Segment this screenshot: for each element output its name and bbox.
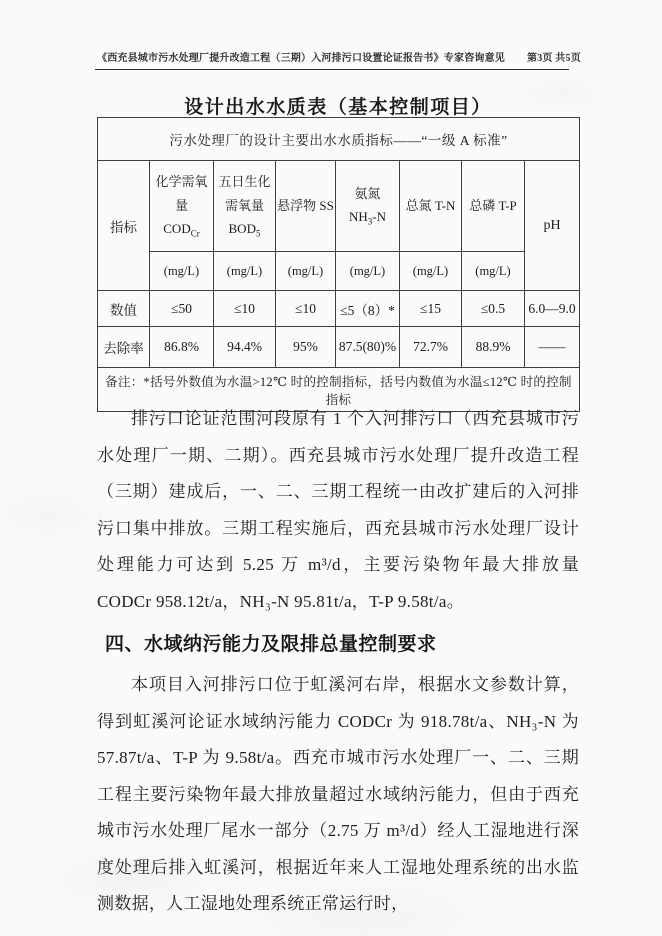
values-row-label: 数值 xyxy=(98,291,150,327)
table-header-row xyxy=(98,161,580,252)
removal-ss: 95% xyxy=(276,327,336,368)
paragraph-1: 排污口论证范围河段原有 1 个入河排污口（西充县城市污水处理厂一期、二期）。西充县城市污水处理厂提升改造工程（三期）建成后，一、二、三期工程统一由改扩建后的入河排污口集中排放。三期工程实施后，西充县城市污水处理厂设计处理能力可达到 5.25 万 m³/d，主要污染物年最大排放量 CODCr 958.12t/a，NH₃-N 95.81t/a，T-P 9.58t/a。 xyxy=(97,409,579,611)
table-note: 备注：*括号外数值为水温>12℃ 时的控制指标，括号内数值为水温≤12℃ 时的控制指标 xyxy=(98,368,580,412)
col-header-bod-name2: 需氧量 xyxy=(224,197,264,213)
unit-bod: (mg/L) xyxy=(214,252,276,291)
value-cod: ≤50 xyxy=(150,291,214,327)
removal-row-label: 去除率 xyxy=(98,327,150,368)
value-tn: ≤15 xyxy=(400,291,462,327)
header-page-number: 第3页 共5页 xyxy=(527,53,581,64)
col-header-index: 指标 xyxy=(98,161,150,291)
unit-tp: (mg/L) xyxy=(462,252,525,291)
body-content xyxy=(97,401,579,923)
col-header-nh3n xyxy=(336,161,400,252)
section-heading: 四、水域纳污能力及限排总量控制要求 xyxy=(105,634,437,655)
table-span-header: 污水处理厂的设计主要出水水质指标——“一级 A 标准” xyxy=(98,118,580,161)
col-header-nh3n-formula: $NH_3-N$ xyxy=(349,209,386,227)
unit-tn: (mg/L) xyxy=(400,252,462,291)
col-header-ss xyxy=(276,161,336,252)
col-header-tn-name: 总氮 T-N xyxy=(405,198,456,214)
col-header-tp xyxy=(462,161,525,252)
value-nh3n: ≤5（8）* xyxy=(336,291,400,327)
removal-ph: —— xyxy=(525,327,580,368)
col-header-bod-formula: $BOD_5$ xyxy=(228,221,261,239)
col-header-cod-formula: $COD_{Cr}$ xyxy=(163,221,200,239)
header-doc-title: 《西充县城市污水处理厂提升改造工程（三期）入河排污口设置论证报告书》专家咨询意见 xyxy=(97,53,505,64)
removal-cod: 86.8% xyxy=(150,327,214,368)
unit-ss: (mg/L) xyxy=(276,252,336,291)
value-ph: 6.0—9.0 xyxy=(525,291,580,327)
table-span-header-row xyxy=(98,118,580,161)
col-header-tp-name: 总磷 T-P xyxy=(469,198,517,214)
removal-bod: 94.4% xyxy=(214,327,276,368)
col-header-ss-name: 悬浮物 SS xyxy=(277,198,334,214)
col-header-bod xyxy=(214,161,276,252)
col-header-bod-name1: 五日生化 xyxy=(218,174,271,190)
table-removal-row xyxy=(98,327,580,368)
table-values-row xyxy=(98,291,580,327)
col-header-tn xyxy=(400,161,462,252)
table-units-row xyxy=(98,252,580,291)
unit-cod: (mg/L) xyxy=(150,252,214,291)
col-header-nh3n-name: 氨氮 xyxy=(354,185,381,201)
water-quality-table xyxy=(97,117,580,412)
col-header-cod xyxy=(150,161,214,252)
header-divider xyxy=(95,69,569,70)
removal-tp: 88.9% xyxy=(462,327,525,368)
paragraph-2: 本项目入河排污口位于虹溪河右岸，根据水文参数计算，得到虹溪河论证水域纳污能力 CODCr 为 918.78t/a、NH₃-N 为 57.87t/a、T-P 为 9.58t/a。西充市城市污水处理厂一、二、三期工程主要污染物年最大排放量超过水域纳污能力，但由于西充城市污水处理厂尾水一部分（2.75 万 m³/d）经人工湿地进行深度处理后排入虹溪河，根据近年来人工湿地处理系统的出水监测数据，人工湿地处理系统正常运行时， xyxy=(97,675,579,913)
col-header-cod-name: 化学需氧量 xyxy=(155,174,208,213)
removal-tn: 72.7% xyxy=(400,327,462,368)
removal-nh3n: 87.5(80)% xyxy=(336,327,400,368)
page-header xyxy=(97,49,581,64)
value-bod: ≤10 xyxy=(214,291,276,327)
value-ss: ≤10 xyxy=(276,291,336,327)
value-tp: ≤0.5 xyxy=(462,291,525,327)
col-header-ph: pH xyxy=(525,161,580,291)
unit-nh3n: (mg/L) xyxy=(336,252,400,291)
table-title: 设计出水水质表（基本控制项目） xyxy=(184,97,492,118)
